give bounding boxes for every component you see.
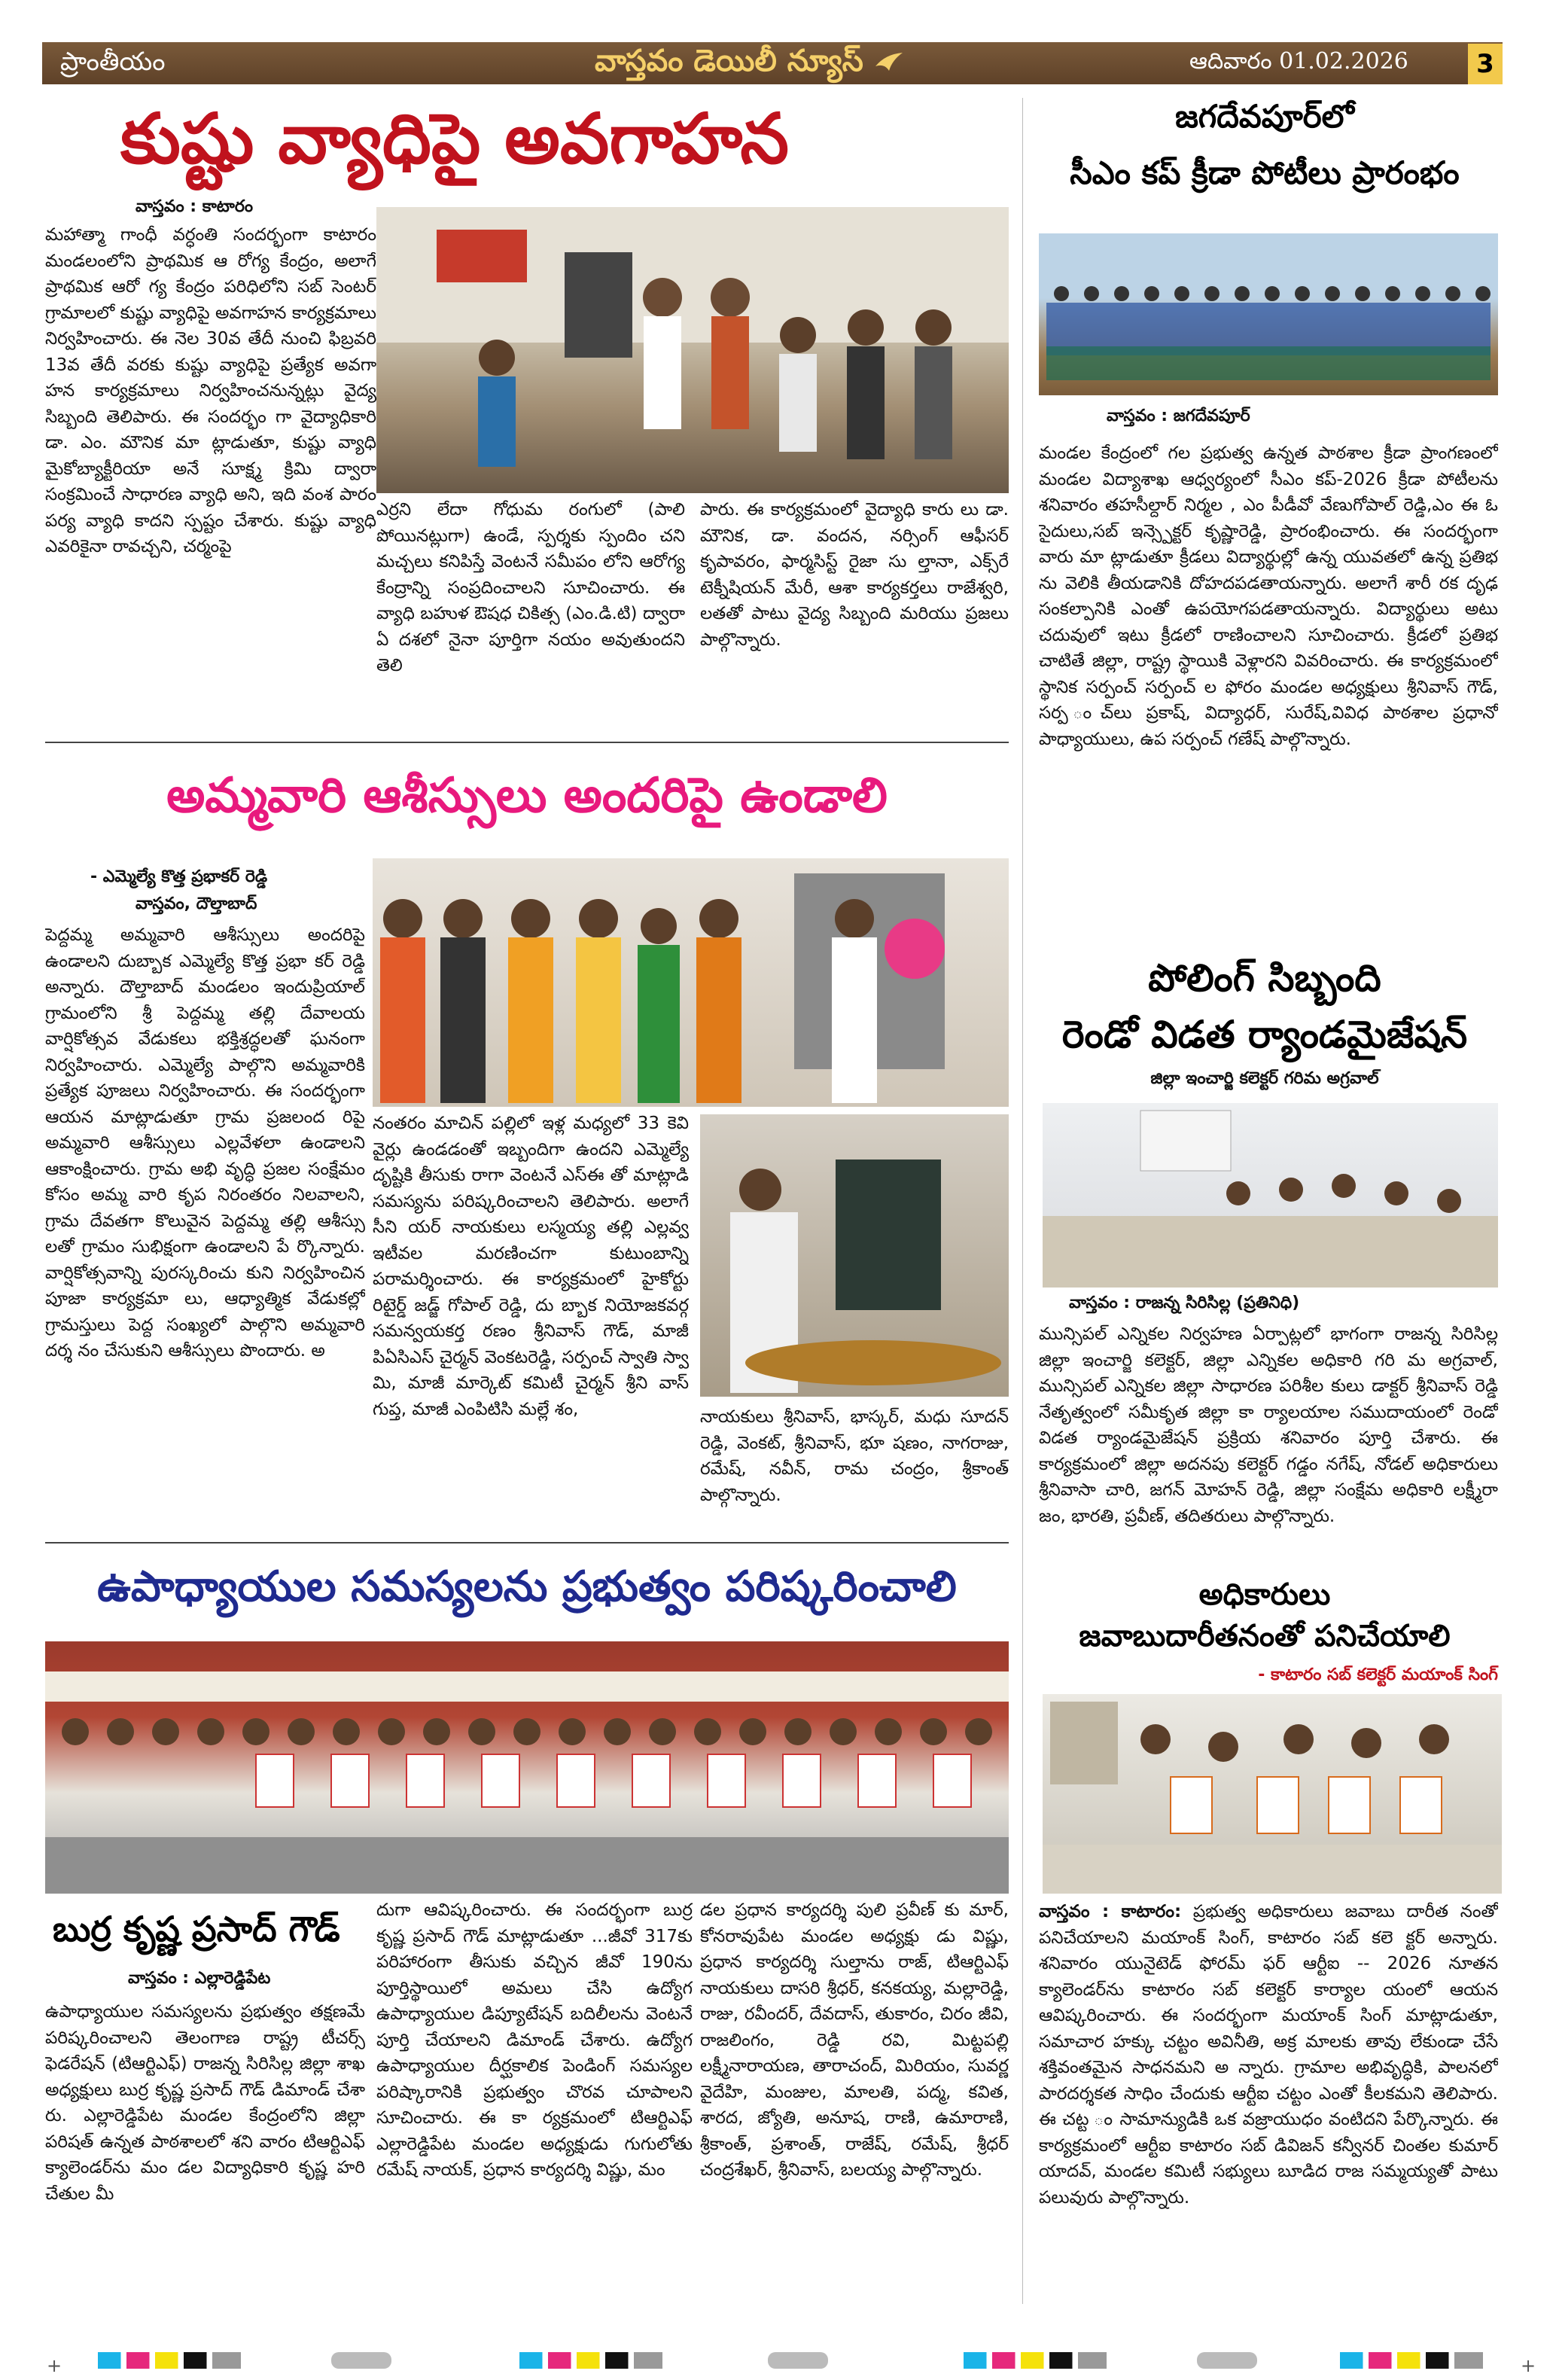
story3-headline: అమ్మవారి ఆశీస్సులు అందరిపై ఉండాలి <box>166 768 888 824</box>
story6-body: ప్రభుత్వ అధికారులు జవాబు దారీత నంతో పనిచేయాలని మయాంక్ సింగ్, కాటారం సబ్ కలె క్టర్ అన్నారు. శనివారం యునైటెడ్ ఫోరమ్ ఫర్ ఆర్టీఐ -- 2026 నూతన క్యాలెండర్‌ను కాటారం సబ్ కలెక్టర్ కార్యాల యంలో ఆయన ఆవిష్కరించారు. ఈ సందర్భంగా మయాంక్ సింగ్ మాట్లాడుతూ, సమాచార హక్కు చట్టం అవినీతి, అక్ర మాలకు తావు లేకుండా చేసే శక్తివంతమైన సాధనమని అ న్నారు. గ్రామాల అభివృద్ధికి, పాలనలో పారదర్శకత సాధిం చేందుకు ఆర్టీఐ చట్టం ఎంతో కీలకమని తెలిపారు. ఈ చట్ట ం సామాన్యుడికి ఒక వజ్రాయుధం వంటిదని పేర్కొన్నారు. ఈ కార్యక్రమంలో ఆర్టీఐ కాటారం సబ్ డివిజన్ కన్వీనర్ చింతల కుమార్ యాదవ్, మండల కమిటీ సభ్యులు బూడిద రాజ సమ్మయ్యతో పాటు పలువురు పాల్గొన్నారు. <box>1039 1902 1498 2208</box>
gray-pill-1 <box>331 2352 391 2369</box>
story3-byline: - ఎమ్మెల్యే కొత్త ప్రభాకర్ రెడ్డి <box>90 867 268 886</box>
story1-col1: మహాత్మా గాంధీ వర్ధంతి సందర్భంగా కాటారం మండలంలోని ప్రాథమిక ఆ రోగ్య కేంద్రం, అలాగే ప్రాథమిక ఆరో గ్య కేంద్రం పరిధిలోని సబ్ సెంటర్ గ్రామాలలో కుష్టు వ్యాధిపై అవగాహన కార్యక్రమాలు నిర్వహించారు. ఈ నెల 30వ తేదీ నుంచి ఫిబ్రవరి 13వ తేదీ వరకు కుష్టు వ్యాధిపై ప్రత్యేక అవగా హన కార్యక్రమాలు నిర్వహించనున్నట్లు వైద్య సిబ్బంది తెలిపారు. ఈ సందర్భం గా వైద్యాధికారి డా. ఎం. మౌనిక మా ట్లాడుతూ, కుష్టు వ్యాధి మైకోబ్యాక్టీరియా అనే సూక్ష్మ క్రిమి ద్వారా సంక్రమించే సాధారణ వ్యాధి అని, ఇది వంశ పారం పర్య వ్యాధి కాదని స్పష్టం చేశారు. కుష్టు వ్యాధి ఎవరికైనా రావచ్చని, చర్మంపై <box>45 225 376 556</box>
photo-pooja <box>700 1114 1009 1397</box>
issue-date: ఆదివారం 01.02.2026 <box>1189 48 1408 75</box>
photo-rti-calendar <box>1043 1694 1502 1894</box>
gray-pill-3 <box>1197 2352 1257 2369</box>
story3-dateline: వాస్తవం, దౌల్తాబాద్ <box>136 894 257 913</box>
story5-col2: దుగా ఆవిష్కరించారు. ఈ సందర్భంగా బుర్ర కృష్ణ ప్రసాద్ గౌడ్ మాట్లాడుతూ ...జీవో 317కు పరిహారంగా తీసుకు వచ్చిన జీవో 190ను పూర్తిస్థాయిలో అమలు చేసి ఉద్యోగ ఉపాధ్యాయుల డిప్యూటేషన్ బదిలీలను వెంటనే పూర్తి చేయాలని డిమాండ్ చేశారు. ఉద్యోగ ఉపాధ్యాయుల దీర్ఘకాలిక పెండింగ్ సమస్యల పరిష్కారానికి ప్రభుత్వం చొరవ చూపాలని సూచించారు. ఈ కా ర్యక్రమంలో టిఆర్టిఎఫ్ ఎల్లారెడ్డిపేట మండల అధ్యక్షుడు గుగులోతు రమేష్ నాయక్, ప్రధాన కార్యదర్శి విష్ణు, మం <box>376 1900 693 2180</box>
story3-col3: నాయకులు శ్రీనివాస్, భాస్కర్, మధు సూదన్ రెడ్డి, వెంకట్, శ్రీనివాస్, భూ షణం, నాగరాజు, రమేష్, నవీన్, రామ చంద్రం, శ్రీకాంత్ పాల్గొన్నారు. <box>700 1407 1009 1505</box>
color-bar-4 <box>1340 2352 1483 2369</box>
story6-headline-2: జవాబుదారీతనంతో పనిచేయాలి <box>1079 1619 1451 1653</box>
section-label: ప్రాంతీయం <box>60 47 166 77</box>
story3-photo-second <box>700 1114 1009 1397</box>
registration-mark-left: + <box>47 2355 62 2376</box>
divider <box>45 742 1009 743</box>
story5-col1: ఉపాధ్యాయుల సమస్యలను ప్రభుత్వం తక్షణమే పరిష్కరించాలని తెలంగాణ రాష్ట్ర టీచర్స్ ఫెడరేషన్ (టిఆర్టిఎఫ్) రాజన్న సిరిసిల్ల జిల్లా శాఖ అధ్యక్షులు బుర్ర కృష్ణ ప్రసాద్ గౌడ్ డిమాండ్ చేశా రు. ఎల్లారెడ్డిపేట మండల కేంద్రంలోని జిల్లా పరిషత్ ఉన్నత పాఠశాలలో శని వారం టిఆర్టిఎఫ్ క్యాలెండర్‌ను మం డల విద్యాధికారి కృష్ణ హరి చేతుల మీ <box>45 2002 365 2204</box>
gray-pill-2 <box>768 2352 828 2369</box>
story4-headline-2: రెండో విడత ర్యాండమైజేషన్ <box>1061 1013 1468 1056</box>
story5-headline: ఉపాధ్యాయుల సమస్యలను ప్రభుత్వం పరిష్కరించాలి <box>97 1562 957 1611</box>
color-bar-1 <box>98 2352 241 2369</box>
story1-photo <box>376 207 1009 493</box>
story5-name: బుర్ర కృష్ణ ప్రసాద్ గౌడ్ <box>53 1909 340 1949</box>
page-number: 3 <box>1468 44 1503 84</box>
photo-meeting <box>1043 1103 1498 1288</box>
story1-dateline: వాస్తవం : కాటారం <box>136 197 254 216</box>
story5-photo <box>45 1641 1009 1894</box>
story1-col2: ఎర్రని లేదా గోధుమ రంగులో (పాలి పోయినట్లుగా) ఉండే, స్పర్శకు స్పందిం చని మచ్చలు కనిపిస్తే వెంటనే సమీపం లోని ఆరోగ్య కేంద్రాన్ని సంప్రదించాలని సూచించారు. ఈ వ్యాధి బహుళ ఔషధ చికిత్స (ఎం.డి.టి) ద్వారా ఏ దశలో నైనా పూర్తిగా నయం అవుతుందని తెలి <box>376 500 685 675</box>
color-bar-3 <box>964 2352 1107 2369</box>
story1-col3: పారు. ఈ కార్యక్రమంలో వైద్యాధి కారు లు డా. మౌనిక, డా. వందన, నర్సింగ్ ఆఫీసర్ కృపావరం, ఫార్మసిస్ట్ రైజా సు ల్తానా, ఎక్స్‌రే టెక్నీషియన్ మేరీ, ఆశా కార్యకర్తలు రాజేశ్వరి, లతతో పాటు వైద్య సిబ్బంది మరియు ప్రజలు పాల్గొన్నారు. <box>700 500 1009 650</box>
story4-body: మున్సిపల్ ఎన్నికల నిర్వహణ ఏర్పాట్లలో భాగంగా రాజన్న సిరిసిల్ల జిల్లా ఇంచార్జి కలెక్టర్, జిల్లా ఎన్నికల అధికారి గరి మ అగ్రవాల్, మున్సిపల్ ఎన్నికల జిల్లా సాధారణ పరిశీల కులు డాక్టర్ శ్రీనివాస్ రెడ్డి నేతృత్వంలో సమీకృత జిల్లా కా ర్యాలయాల సముదాయంలో రెండో విడత ర్యాండమైజేషన్ ప్రక్రియ శనివారం పూర్తి చేశారు. ఈ కార్యక్రమంలో జిల్లా అదనపు కలెక్టర్ గడ్డం నగేష్, నోడల్ అధికారులు శ్రీనివాసా చారి, జగన్ మోహన్ రెడ్డి, జిల్లా సంక్షేమ అధికారి లక్ష్మీరా జం, భారతి, ప్రవీణ్, తదితరులు పాల్గొన్నారు. <box>1039 1324 1498 1526</box>
registration-mark-right: + <box>1521 2355 1536 2376</box>
photo-calendar-launch <box>45 1641 1009 1894</box>
story6-byline: - కాటారం సబ్ కలెక్టర్ మయాంక్ సింగ్ <box>1258 1665 1498 1684</box>
color-bar-2 <box>519 2352 662 2369</box>
story3-col1: పెద్దమ్మ అమ్మవారి ఆశీస్సులు అందరిపై ఉండాలని దుబ్బాక ఎమ్మెల్యే కొత్త ప్రభా కర్ రెడ్డి అన్నారు. దౌల్తాబాద్ మండలం ఇందుప్రియాల్ గ్రామంలోని శ్రీ పెద్దమ్మ తల్లి దేవాలయ వార్షికోత్సవ వేడుకలు భక్తిశ్రద్ధలతో ఘనంగా నిర్వహించారు. ఎమ్మెల్యే పాల్గొని అమ్మవారికి ప్రత్యేక పూజలు నిర్వహించారు. ఈ సందర్భంగా ఆయన మాట్లాడుతూ గ్రామ ప్రజలంద రిపై అమ్మవారి ఆశీస్సులు ఎల్లవేళలా ఉండాలని ఆకాంక్షించారు. గ్రామ అభి వృద్ధి ప్రజల సంక్షేమం కోసం అమ్మ వారి కృప నిరంతరం నిలవాలని, గ్రామ దేవతగా కొలువైన పెద్దమ్మ తల్లి ఆశీస్సు లతో గ్రామం సుభిక్షంగా ఉండాలని పే ర్కొన్నారు. వార్షికోత్సవాన్ని పురస్కరించు కుని నిర్వహించిన పూజా కార్యక్రమా లు, ఆధ్యాత్మిక వేడుకల్లో గ్రామస్తులు పెద్ద సంఖ్యలో పాల్గొని అమ్మవారి దర్శ నం చేసుకుని ఆశీస్సులు పొందారు. అ <box>45 925 365 1361</box>
paper-name: వాస్తవం డెయిలీ న్యూస్ <box>595 44 863 78</box>
story4-byline: జిల్లా ఇంచార్జి కలెక్టర్ గరిమ అగ్రవాల్ <box>1150 1069 1379 1088</box>
story2-headline-1: జగదేవపూర్‌లో <box>1175 98 1354 135</box>
photo-temple-group <box>373 858 1009 1107</box>
story4-dateline: వాస్తవం : రాజన్న సిరిసిల్ల (ప్రతినిధి) <box>1069 1294 1300 1312</box>
story3-col2: నంతరం మాచిన్ పల్లిలో ఇళ్ల మధ్యలో 33 కెవి వైర్లు ఉండడంతో ఇబ్బందిగా ఉందని ఎమ్మెల్యే దృష్టికి తీసుకు రాగా వెంటనే ఎస్ఈ తో మాట్లాడి సమస్యను పరిష్కరించాలని తెలిపారు. అలాగే సీని యర్ నాయకులు లస్మయ్య తల్లి ఎల్లవ్వ ఇటీవల మరణించగా కుటుంబాన్ని పరామర్శించారు. ఈ కార్యక్రమంలో హైకోర్టు రిటైర్డ్ జడ్జ్ గోపాల్ రెడ్డి, దు బ్బాక నియోజకవర్గ సమన్వయకర్త రణం శ్రీనివాస్ గౌడ్, మాజీ పిఏసిఎస్ చైర్మన్ వెంకటరెడ్డి, సర్పంచ్ స్వాతి స్వా మి, మాజీ మార్కెట్ కమిటీ చైర్మన్ శ్రీని వాస్ గుప్త, మాజీ ఎంపిటిసి మల్లే శం, <box>373 1114 689 1419</box>
story2-body: మండల కేంద్రంలో గల ప్రభుత్వ ఉన్నత పాఠశాల క్రీడా ప్రాంగణంలో మండల విద్యాశాఖ ఆధ్వర్యంలో సీఎం కప్-2026 క్రీడా పోటీలను శనివారం తహసీల్దార్ నిర్మల , ఎం పీడీవో వేణుగోపాల్ రెడ్డి,ఎం ఈ ఓ సైదులు,సబ్ ఇన్స్పెక్టర్ కృష్ణారెడ్డి, ప్రారంభించారు. ఈ సందర్భంగా వారు మా ట్లాడుతూ క్రీడలు విద్యార్థుల్లో ఉన్న యువతలో ఉన్న ప్రతిభ ను వెలికి తీయడానికి దోహదపడతాయన్నారు. అలాగే శారీ రక దృఢ సంకల్పానికి ఎంతో ఉపయోగపడతాయన్నారు. విద్యార్థులు అటు చదువులో ఇటు క్రీడలో రాణించాలని సూచించారు. క్రీడలో ప్రతిభ చాటితే జిల్లా, రాష్ట్ర స్థాయికి వెళ్లారని వివరించారు. ఈ కార్యక్రమంలో స్థానిక సర్పంచ్ సర్పంచ్ ల ఫోరం మండల అధ్యక్షులు శ్రీనివాస్ గౌడ్, సర్ప ంచ్‌లు ప్రకాష్, విద్యాధర్, సురేష్,వివిధ పాఠశాల ప్రధానో పాధ్యాయులు, ఉప సర్పంచ్ గణేష్ పాల్గొన్నారు. <box>1039 443 1498 749</box>
story3-photo-main <box>373 858 1009 1107</box>
divider <box>45 1542 1009 1543</box>
story4-photo <box>1043 1103 1498 1288</box>
story1-headline: కుష్టు వ్యాధిపై అవగాహన <box>120 99 789 179</box>
paper-title <box>595 44 904 86</box>
story2-dateline: వాస్తవం : జగదేవపూర్ <box>1107 407 1250 425</box>
story5-col3: డల ప్రధాన కార్యదర్శి పులి ప్రవీణ్ కు మార్, కోనరావుపేట మండల అధ్యక్షు డు విష్ణు, ప్రధాన కార్యదర్శి సుల్తాను రాజ్, టిఆర్టిఎఫ్ నాయకులు దాసరి శ్రీధర్, కనకయ్య, మల్లారెడ్డి, రాజు, రవీందర్, దేవదాస్, తుకారం, చిరం జీవి, రాజలింగం, రెడ్డి రవి, మిట్టపల్లి లక్ష్మీనారాయణ, తారాచంద్, మిరియం, సువర్ణ వైదేహి, మంజుల, మాలతి, పద్మ, కవిత, శారద, జ్యోతి, అనూష, రాణి, ఉమారాణి, శ్రీకాంత్, ప్రశాంత్, రాజేష్, రమేష్, శ్రీధర్ చంద్రశేఖర్, శ్రీనివాస్, బలయ్య పాల్గొన్నారు. <box>700 1900 1009 2180</box>
story6-headline-1: అధికారులు <box>1198 1577 1331 1612</box>
story4-headline-1: పోలింగ్ సిబ్బంది <box>1148 956 1381 1000</box>
story2-headline-2: సీఎం కప్ క్రీడా పోటీలు ప్రారంభం <box>1070 154 1460 191</box>
photo-people <box>376 207 1009 493</box>
story6-dateline: వాస్తవం : కాటారం: <box>1039 1902 1182 1921</box>
story2-photo <box>1039 233 1498 395</box>
bird-icon <box>874 51 904 74</box>
column-divider <box>1022 98 1023 2304</box>
story6-dateline-body <box>1039 1899 1498 2305</box>
photo-sports-group <box>1039 233 1498 395</box>
story5-dateline: వాస్తవం : ఎల్లారెడ్డిపేట <box>128 1969 271 1988</box>
story6-photo <box>1043 1694 1502 1894</box>
